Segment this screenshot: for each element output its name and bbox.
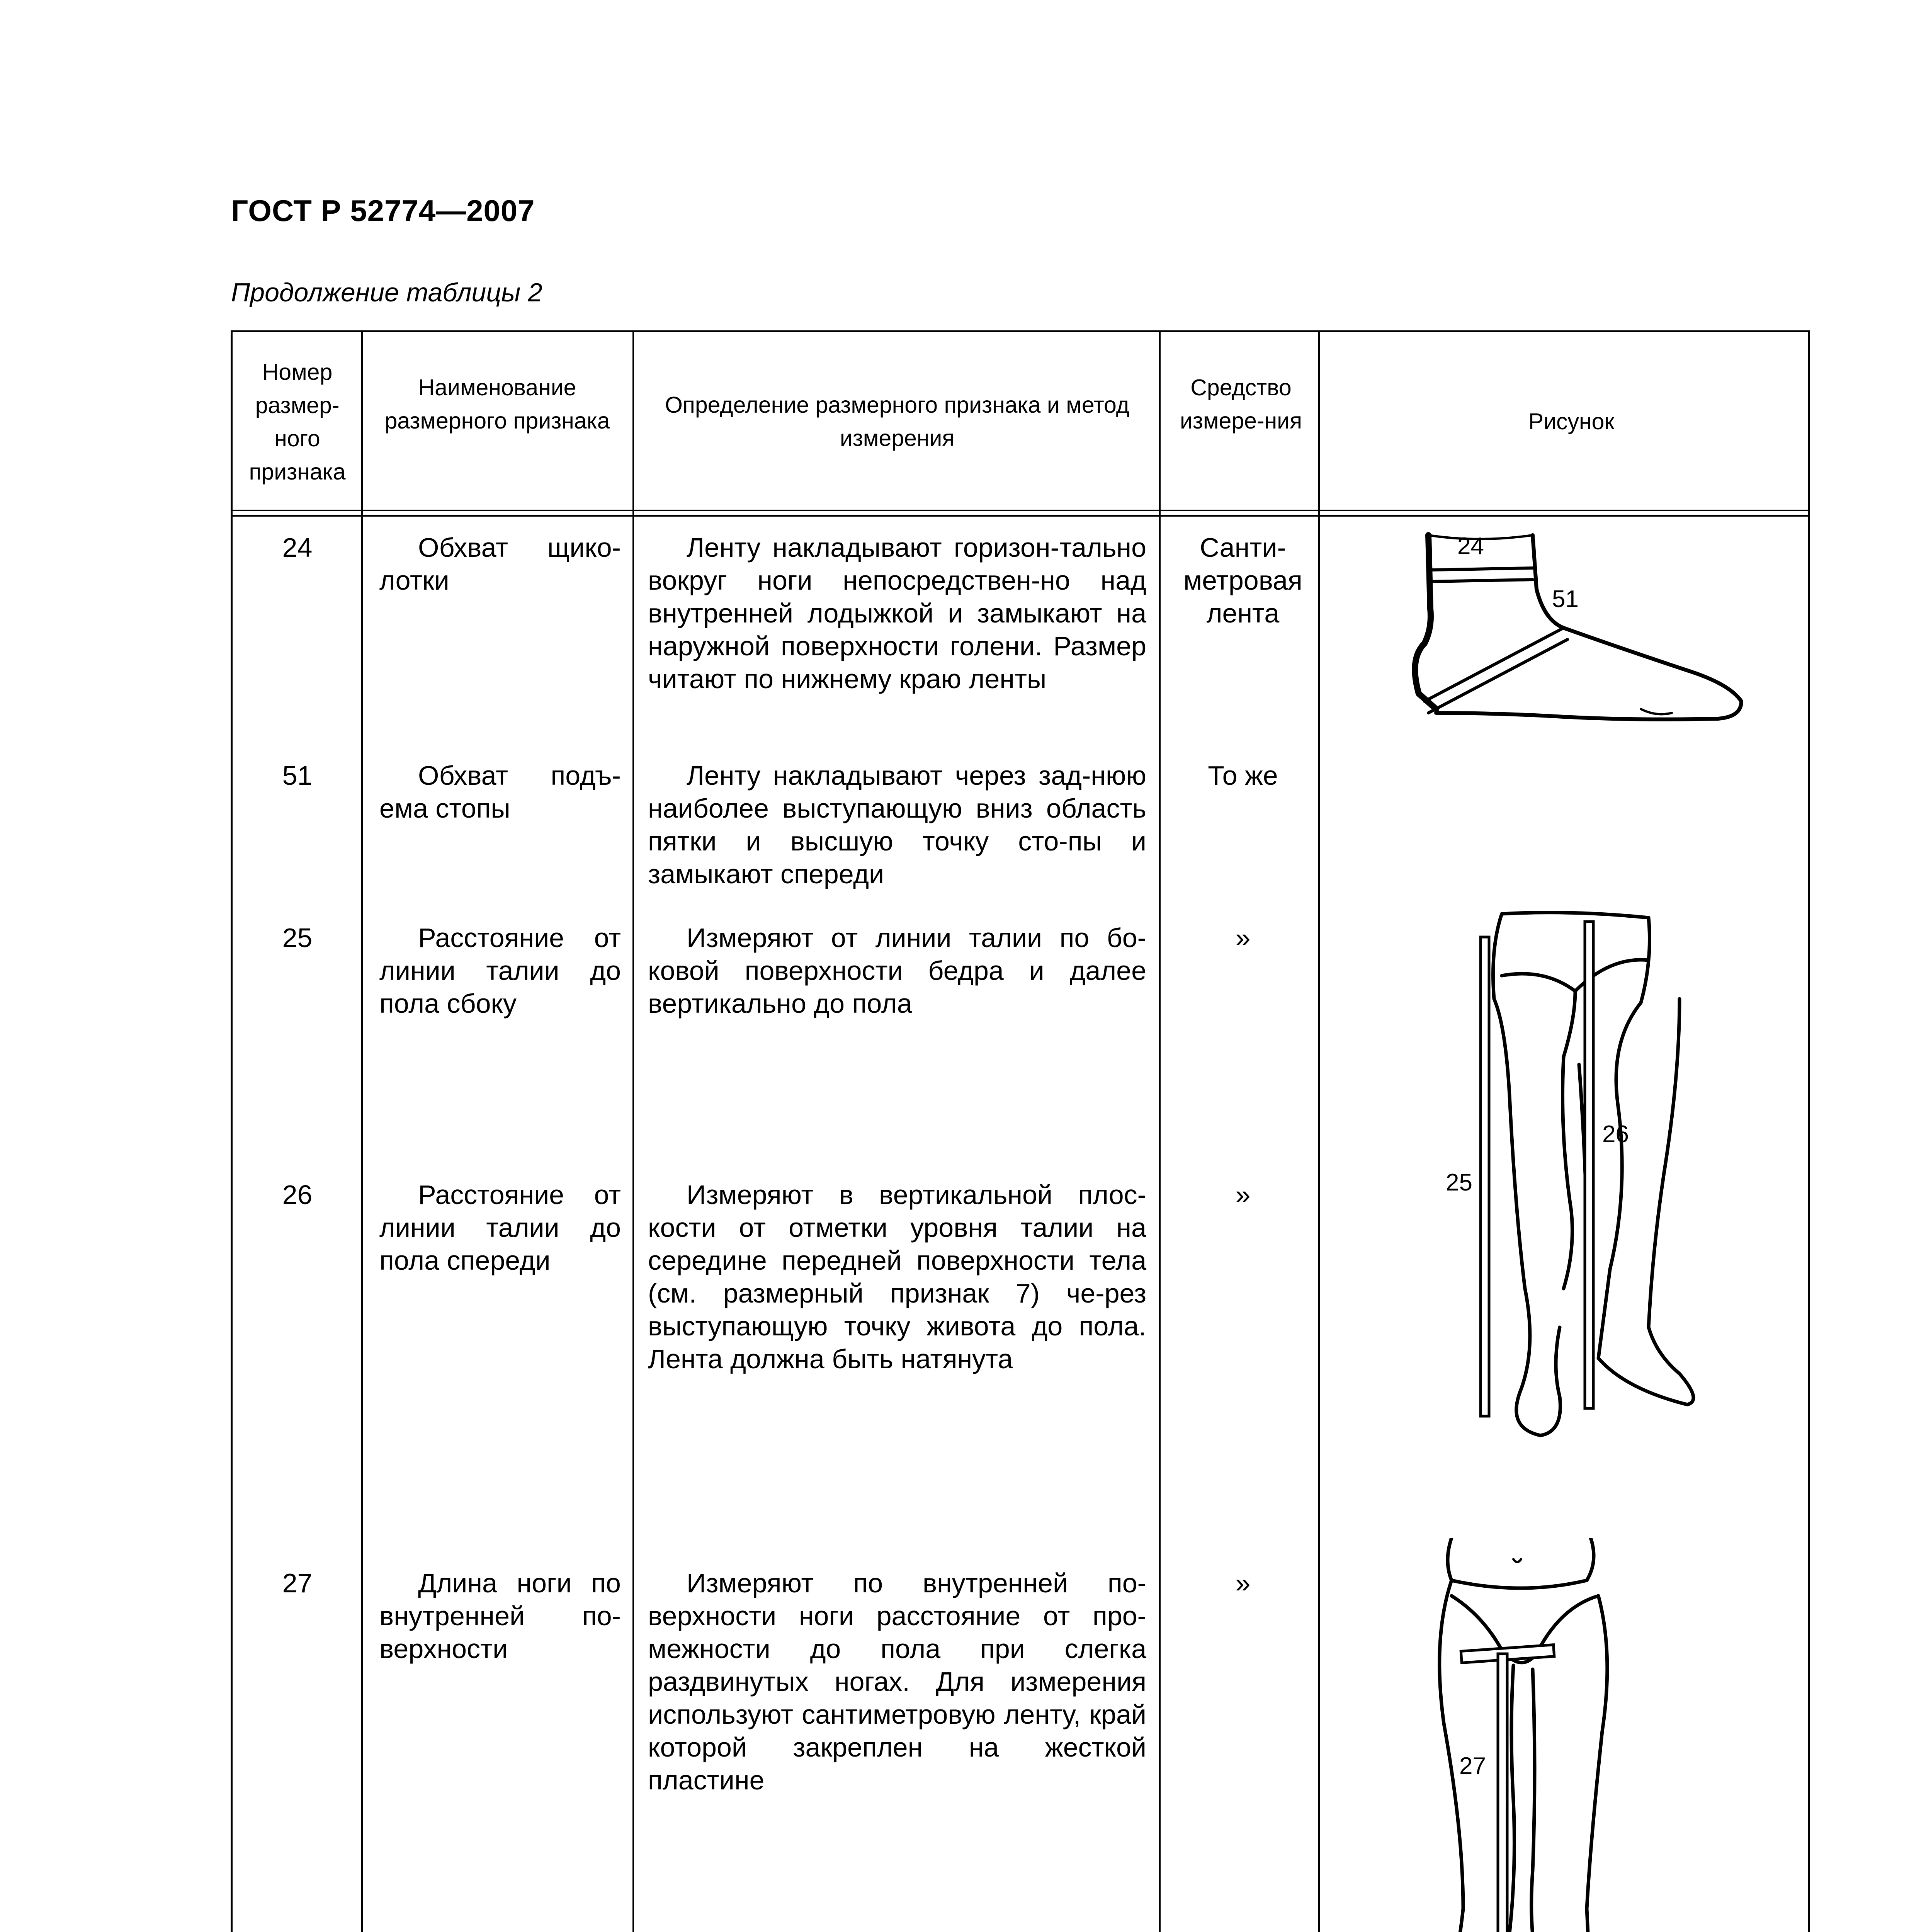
table-border-top [231,330,1810,332]
row-51-name-text: Обхват подъ-ема стопы [379,760,621,823]
row-26-number: 26 [282,1180,313,1210]
row-27-name-text: Длина ноги по внутренней по-верхности [379,1568,621,1664]
row-27-number: 27 [282,1568,313,1598]
row-27-definition-text: Измеряют по внутренней по-верхности ноги расстояние от про-межности до пола при слегка раздвинутых ногах. Для измерения используют сантиметровую ленту, край которой закреплен на жесткой пластине [648,1568,1146,1795]
row-25-name-text: Расстояние от линии талии до пола сбоку [379,923,621,1019]
row-24-tool: Санти-метровая лента [1183,532,1302,628]
row-26-definition-text: Измеряют в вертикальной плос-кости от отметки уровня талии на середине передней поверхности тела (см. размерный признак 7) че-рез выступающую точку живота до пола. Лента должна быть натянута [648,1180,1146,1374]
header-definition: Определение размерного признака и метод измерения [665,392,1129,451]
figure-label-26: 26 [1602,1121,1629,1148]
measurement-table [231,330,1810,1932]
foot-ankle-drawing [1401,531,1807,748]
table-border-left [231,330,233,1932]
row-51-name [379,759,621,825]
foot-ankle-figure [1401,531,1807,748]
row-51-number: 51 [282,760,313,791]
row-27-tool: » [1235,1568,1251,1598]
row-51-definition [648,759,1146,891]
col-separator-4 [1318,330,1320,1932]
row-25-definition [648,922,1146,1020]
row-27-definition [648,1567,1146,1797]
legs-front-figure [1421,1538,1807,1932]
row-24-definition [648,531,1146,696]
col-separator-2 [632,330,634,1932]
header-name: Наименование размерного признака [384,375,610,434]
header-rule-upper [231,510,1810,511]
legs-side-figure [1448,902,1834,1497]
row-24-number: 24 [282,532,313,563]
document-id: ГОСТ Р 52774—2007 [231,194,535,228]
row-26-definition [648,1179,1146,1376]
row-24-name [379,531,621,597]
row-26-name-text: Расстояние от линии талии до пола спереди [379,1180,621,1276]
row-26-name [379,1179,621,1277]
row-51-definition-text: Ленту накладывают через зад-нюю наиболее выступающую вниз область пятки и высшую точку сто-пы и замыкают спереди [648,760,1146,889]
col-separator-3 [1159,330,1161,1932]
figure-label-24: 24 [1457,533,1484,560]
row-24-name-text: Обхват щико-лотки [379,532,621,595]
legs-front-drawing [1421,1538,1807,1932]
legs-side-drawing [1448,902,1834,1497]
header-number: Номер размер-ного признака [249,359,346,485]
row-51-tool: То же [1208,760,1278,791]
header-figure: Рисунок [1528,409,1615,434]
header-tool: Средство измере-ния [1180,375,1302,434]
row-24-definition-text: Ленту накладывают горизон-тально вокруг ноги непосредствен-но над внутренней лодыжкой и замыкают на наружной поверхности голени. Размер читают по нижнему краю ленты [648,532,1146,694]
row-27-name [379,1567,621,1665]
table-caption: Продолжение таблицы 2 [231,278,542,307]
row-25-name [379,922,621,1020]
figure-label-25: 25 [1446,1169,1472,1196]
row-25-definition-text: Измеряют от линии талии по бо-ковой поверхности бедра и далее вертикально до пола [648,923,1146,1019]
figure-label-51: 51 [1552,586,1579,612]
row-26-tool: » [1235,1180,1251,1210]
figure-label-27: 27 [1459,1753,1486,1779]
row-25-number: 25 [282,923,313,953]
row-25-tool: » [1235,923,1251,953]
header-rule-lower [231,515,1810,517]
col-separator-1 [361,330,363,1932]
